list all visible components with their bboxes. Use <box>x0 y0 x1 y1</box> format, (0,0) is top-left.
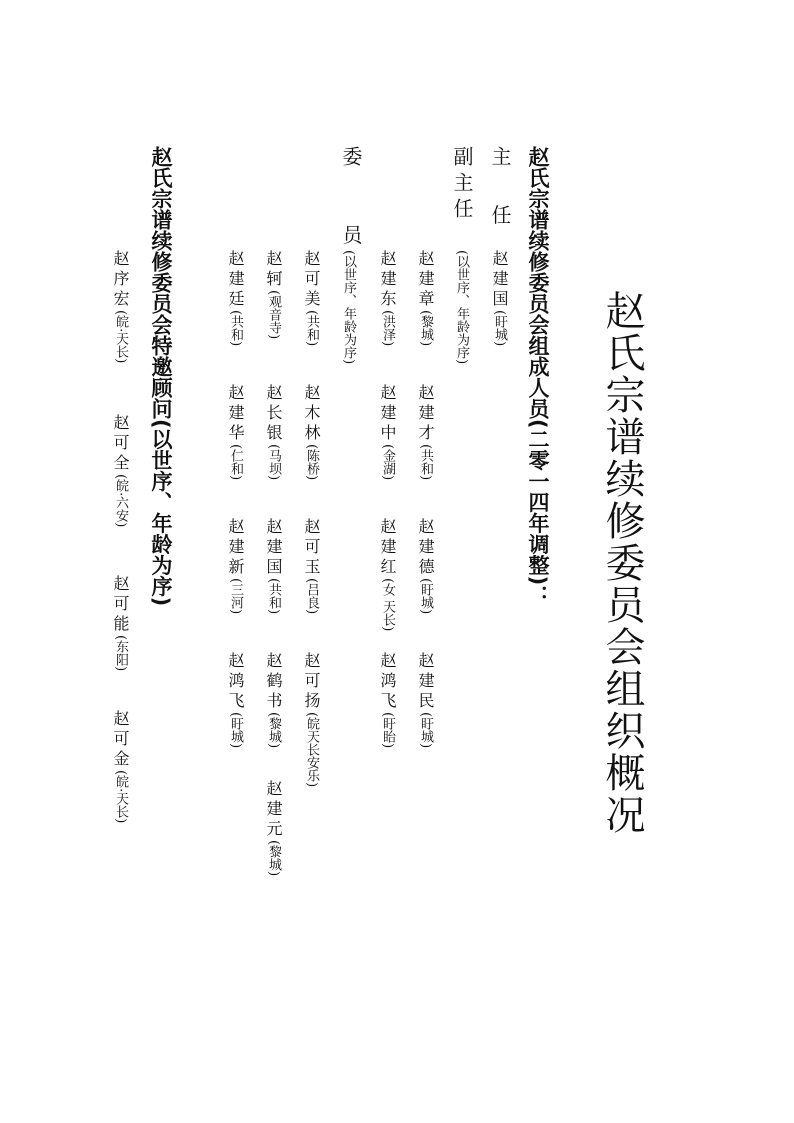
list-item: 赵轲(观音寺) <box>264 250 283 340</box>
list-item: 赵序宏(皖·天长) <box>111 250 130 364</box>
list-item: 赵鸿飞(盱眙) <box>378 652 397 749</box>
list-item: 赵可金(皖·天长) <box>111 710 130 824</box>
list-item: 赵建廷(共和) <box>226 250 245 347</box>
list-item: 赵建红(女 天长) <box>378 518 397 632</box>
advisors-heading: 赵氏宗谱续修委员会特邀顾问(以世序、年龄为序) <box>149 146 173 607</box>
vice-chair-label: 副主任 <box>450 146 474 224</box>
list-item: 赵建才(共和) <box>416 384 435 481</box>
list-item: 赵建东(洪泽) <box>378 250 397 347</box>
list-item: 赵可玉(吕良) <box>302 518 321 615</box>
list-item: 赵建国(共和) <box>264 518 283 615</box>
list-item: 赵建民(盱城) <box>416 652 435 749</box>
list-item: 赵可扬(皖天长安乐) <box>302 652 321 788</box>
page-title: 赵氏宗谱续修委员会组织概况 <box>599 290 645 836</box>
list-item: 赵鸿飞(盱城) <box>226 652 245 749</box>
chair-place: (盱城) <box>492 310 507 347</box>
list-item: 赵建德(盱城) <box>416 518 435 615</box>
vice-chair-note: (以世序、年龄为序) <box>454 250 469 365</box>
list-item: 赵可全(皖·六安) <box>111 414 130 528</box>
list-item: 赵木林(陈桥) <box>302 384 321 481</box>
chair-name: 赵建国 <box>490 250 509 310</box>
list-item: 赵鹤书(黎城) <box>264 652 283 749</box>
list-item: 赵建华(仁和) <box>226 384 245 481</box>
members-note: (以世序、年龄为序) <box>341 250 356 365</box>
list-item: 赵可能(东阳) <box>111 575 130 672</box>
chair-label: 主 任 <box>488 146 512 241</box>
list-item: 赵建中(金湖) <box>378 384 397 481</box>
list-item: 赵建章(黎城) <box>416 250 435 347</box>
list-item: 赵建新(三河) <box>226 518 245 615</box>
chair-entry <box>491 250 507 346</box>
list-item: 赵建元(黎城) <box>264 780 283 877</box>
list-item: 赵长银(马坝) <box>264 384 283 481</box>
members-label: 委 员 <box>339 146 363 271</box>
list-item: 赵可美(共和) <box>302 250 321 347</box>
committee-heading: 赵氏宗谱续修委员会组成人员(二零一四年调整)： <box>526 146 550 607</box>
